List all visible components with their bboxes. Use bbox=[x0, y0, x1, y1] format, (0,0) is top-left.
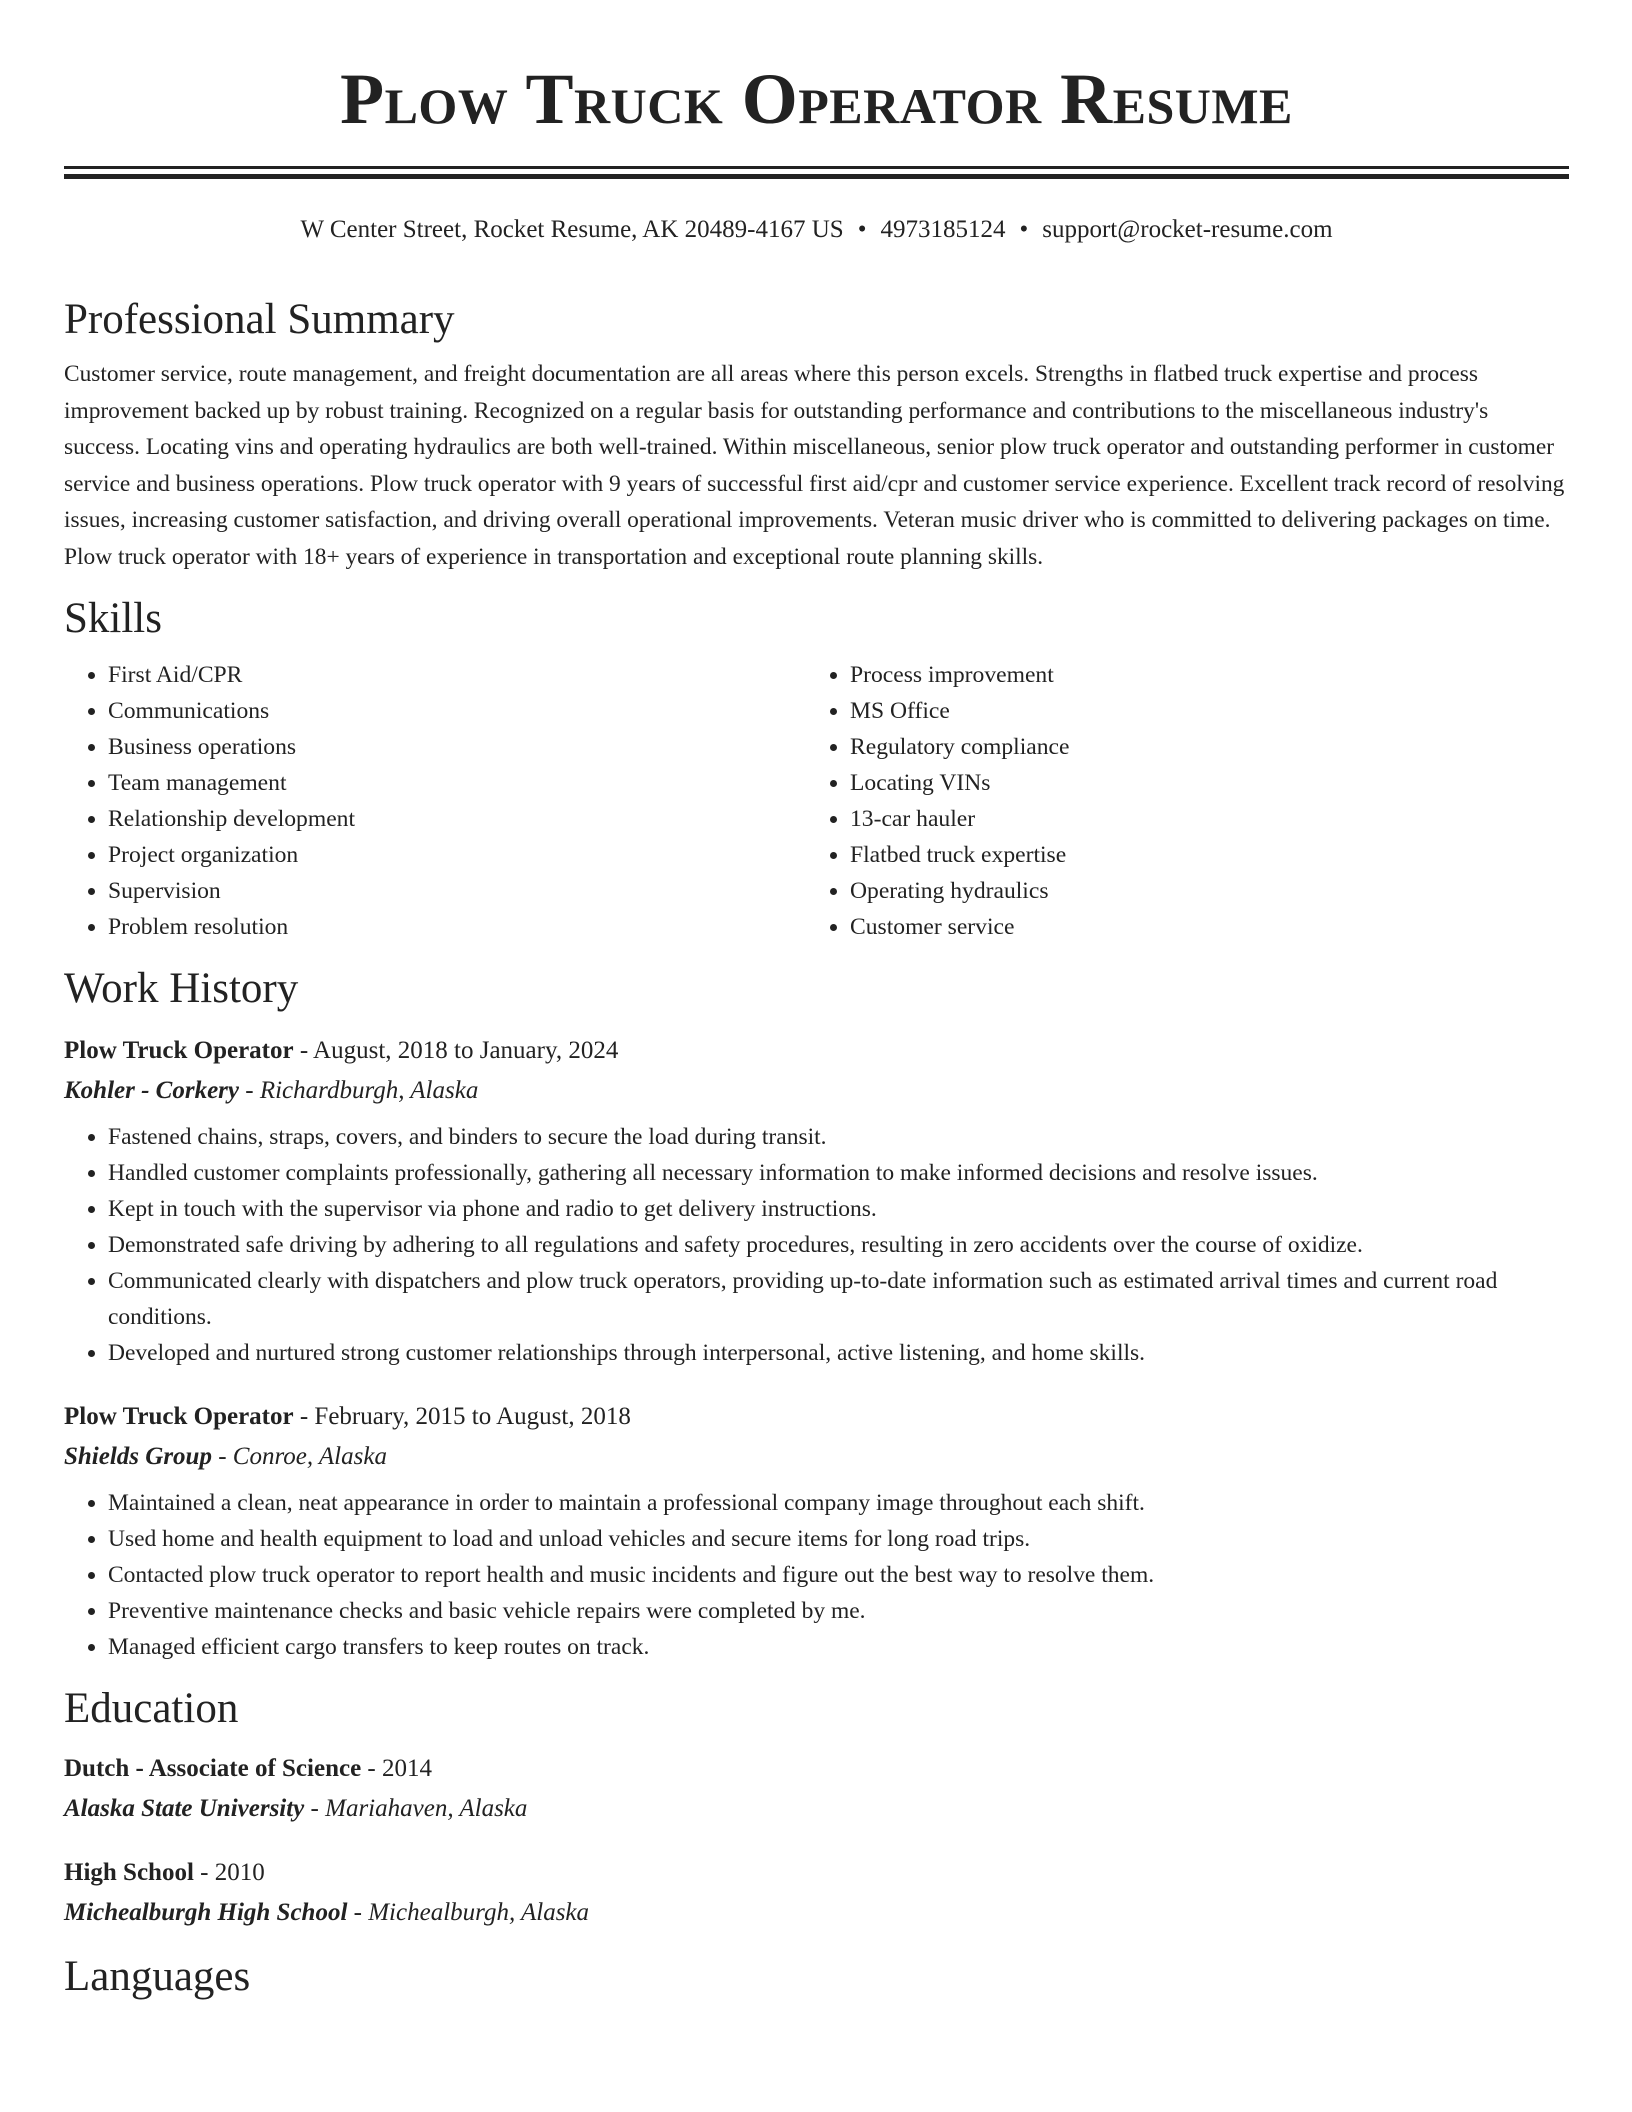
separator-dot: • bbox=[1019, 216, 1029, 243]
skills-heading: Skills bbox=[64, 595, 162, 642]
job-bullet: • Demonstrated safe driving by adhering to all regulations and safety procedures, resulting in zero accidents over the course of oxidize. bbox=[108, 1227, 1569, 1263]
rule-thick bbox=[64, 174, 1569, 179]
skills-columns bbox=[64, 657, 1569, 945]
resume-title: Plow Truck Operator Resume bbox=[340, 59, 1293, 139]
job-bullet: • Used home and health equipment to load and unload vehicles and secure items for long road trips. bbox=[108, 1521, 1569, 1557]
job-bullets bbox=[64, 1485, 1569, 1665]
education-location: - Mariahaven, Alaska bbox=[304, 1795, 528, 1822]
resume-content bbox=[64, 288, 1569, 2009]
education-degree: Dutch - Associate of Science bbox=[64, 1755, 362, 1782]
contact-phone: 4973185124 bbox=[880, 216, 1006, 243]
education-section bbox=[64, 1677, 1569, 1933]
job-bullet: • Contacted plow truck operator to report health and music incidents and figure out the best way to resolve them. bbox=[108, 1557, 1569, 1593]
education-degree: High School bbox=[64, 1859, 194, 1886]
skills-section bbox=[64, 587, 1569, 945]
skill-item: • MS Office bbox=[850, 693, 1548, 729]
education-year: - 2010 bbox=[193, 1859, 265, 1886]
skill-item: • Project organization bbox=[108, 837, 806, 873]
job-location: - Conroe, Alaska bbox=[211, 1443, 387, 1470]
job-entry bbox=[64, 1031, 1569, 1371]
skill-item: • Problem resolution bbox=[108, 909, 806, 945]
education-school-line bbox=[64, 1893, 1569, 1933]
job-bullet: • Developed and nurtured strong customer relationships through interpersonal, active listening, and home skills. bbox=[108, 1335, 1569, 1371]
skill-item: • First Aid/CPR bbox=[108, 657, 806, 693]
contact-line bbox=[64, 213, 1569, 247]
work-history-heading: Work History bbox=[64, 965, 299, 1012]
education-school-line bbox=[64, 1789, 1569, 1829]
education-location: - Michealburgh, Alaska bbox=[347, 1899, 590, 1926]
job-title: Plow Truck Operator bbox=[64, 1403, 294, 1430]
languages-section bbox=[64, 1945, 1569, 2009]
skills-list-right bbox=[806, 657, 1548, 945]
job-entry bbox=[64, 1397, 1569, 1665]
title-double-rule bbox=[64, 166, 1569, 180]
job-bullet: • Kept in touch with the supervisor via phone and radio to get delivery instructions. bbox=[108, 1191, 1569, 1227]
contact-email: support@rocket-resume.com bbox=[1042, 216, 1333, 243]
job-bullet: • Communicated clearly with dispatchers and plow truck operators, providing up-to-date information such as estimated arrival times and current road conditions. bbox=[108, 1263, 1569, 1335]
skill-item: • Locating VINs bbox=[850, 765, 1548, 801]
job-title-line bbox=[64, 1397, 1569, 1437]
job-company-line bbox=[64, 1437, 1569, 1477]
education-year: - 2014 bbox=[361, 1755, 432, 1782]
education-school: Michealburgh High School bbox=[64, 1899, 348, 1926]
education-heading: Education bbox=[64, 1685, 239, 1732]
education-degree-line bbox=[64, 1749, 1569, 1789]
skill-item: • Regulatory compliance bbox=[850, 729, 1548, 765]
job-title: Plow Truck Operator bbox=[64, 1037, 294, 1064]
skill-item: • Customer service bbox=[850, 909, 1548, 945]
separator-dot: • bbox=[857, 216, 867, 243]
skill-item: • 13-car hauler bbox=[850, 801, 1548, 837]
skills-list-left bbox=[64, 657, 806, 945]
job-company: Kohler - Corkery bbox=[64, 1077, 239, 1104]
job-dates: - August, 2018 to January, 2024 bbox=[293, 1037, 619, 1064]
education-entry bbox=[64, 1749, 1569, 1829]
skill-item: • Team management bbox=[108, 765, 806, 801]
education-entry bbox=[64, 1853, 1569, 1933]
skill-item: • Operating hydraulics bbox=[850, 873, 1548, 909]
job-bullet: • Fastened chains, straps, covers, and binders to secure the load during transit. bbox=[108, 1119, 1569, 1155]
job-company-line bbox=[64, 1071, 1569, 1111]
summary-heading: Professional Summary bbox=[64, 296, 455, 343]
resume-page bbox=[64, 0, 1569, 2000]
education-degree-line bbox=[64, 1853, 1569, 1893]
job-bullets bbox=[64, 1119, 1569, 1371]
education-school: Alaska State University bbox=[64, 1795, 305, 1822]
skill-item: • Process improvement bbox=[850, 657, 1548, 693]
job-bullet: • Maintained a clean, neat appearance in order to maintain a professional company image throughout each shift. bbox=[108, 1485, 1569, 1521]
job-title-line bbox=[64, 1031, 1569, 1071]
skill-item: • Supervision bbox=[108, 873, 806, 909]
summary-section bbox=[64, 288, 1569, 575]
languages-heading: Languages bbox=[64, 1953, 251, 2000]
job-bullet: • Preventive maintenance checks and basic vehicle repairs were completed by me. bbox=[108, 1593, 1569, 1629]
summary-text: Customer service, route management, and freight documentation are all areas where this person excels. Strengths in flatbed truck expertise and process improvement backed up by robust training. Recognized on a regular basis for outstanding performance and contributions to the miscellaneous industry's success. Locating vins and operating hydraulics are both well-trained. Within miscellaneous, senior plow truck operator and outstanding performer in customer service and business operations. Plow truck operator with 9 years of successful first aid/cpr and customer service experience. Excellent track record of resolving issues, increasing customer satisfaction, and driving overall operational improvements. Veteran music driver who is committed to delivering packages on time. Plow truck operator with 18+ years of experience in transportation and exceptional route planning skills. bbox=[64, 361, 1565, 570]
job-bullet: • Managed efficient cargo transfers to keep routes on track. bbox=[108, 1629, 1569, 1665]
job-bullet: • Handled customer complaints professionally, gathering all necessary information to make informed decisions and resolve issues. bbox=[108, 1155, 1569, 1191]
work-history-section bbox=[64, 957, 1569, 1665]
job-dates: - February, 2015 to August, 2018 bbox=[293, 1403, 631, 1430]
skill-item: • Flatbed truck expertise bbox=[850, 837, 1548, 873]
rule-thin bbox=[64, 166, 1569, 169]
skill-item: • Relationship development bbox=[108, 801, 806, 837]
contact-address: W Center Street, Rocket Resume, AK 20489-4167 US bbox=[300, 216, 844, 243]
skill-item: • Communications bbox=[108, 693, 806, 729]
job-company: Shields Group bbox=[64, 1443, 212, 1470]
job-location: - Richardburgh, Alaska bbox=[239, 1077, 479, 1104]
skill-item: • Business operations bbox=[108, 729, 806, 765]
